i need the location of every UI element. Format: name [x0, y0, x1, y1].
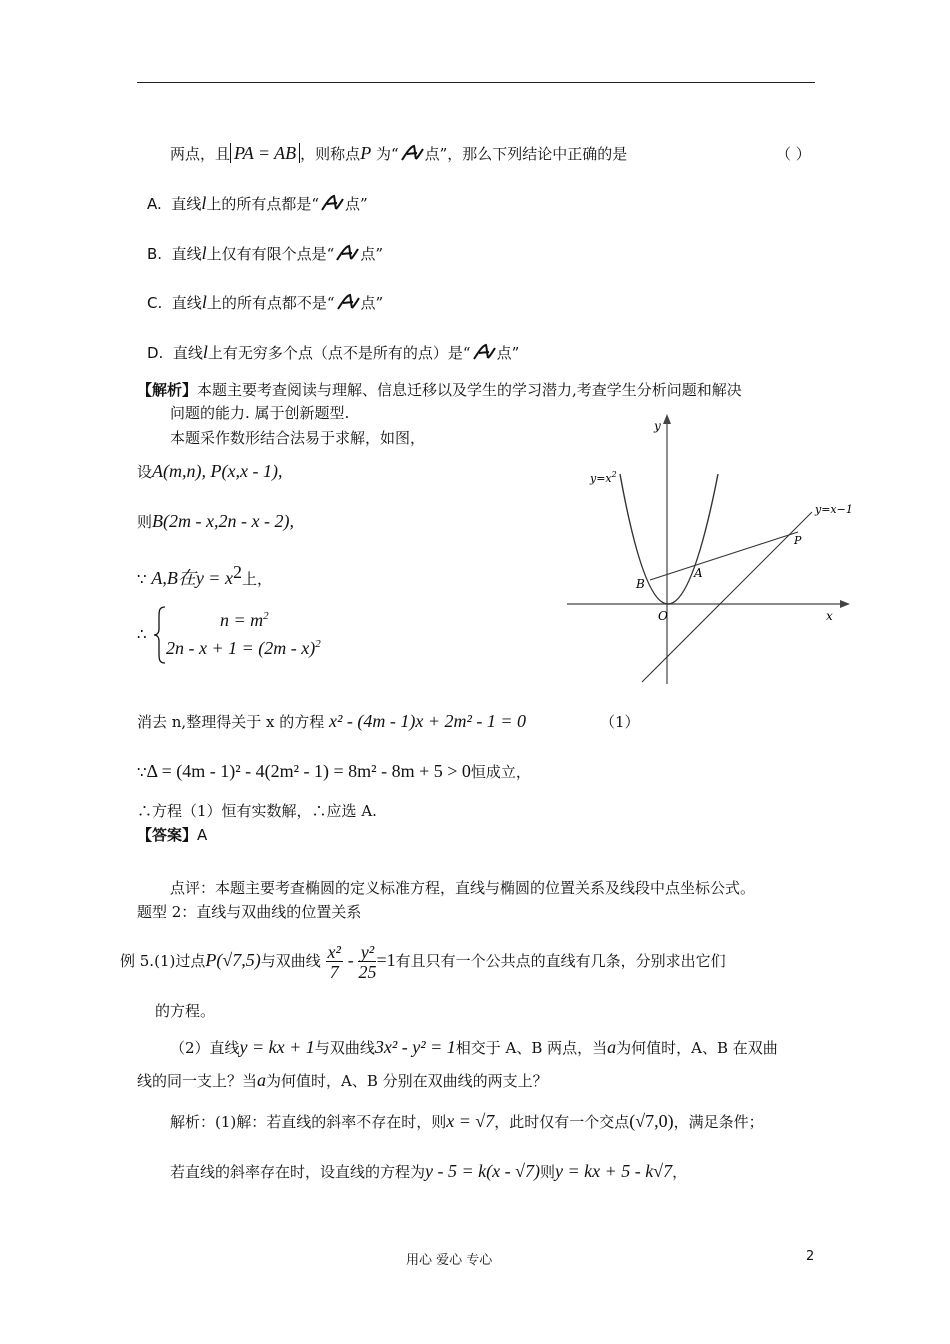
var-a: a — [257, 1070, 267, 1090]
line-equation: y = kx + 1 — [239, 1037, 315, 1057]
example5-line1 — [120, 938, 726, 983]
example5-line2: 的方程。 — [155, 1002, 216, 1020]
option-letter: D. — [147, 344, 164, 362]
option-text: 上仅有有限个点是“ — [206, 245, 335, 263]
script-a-symbol-icon — [471, 343, 497, 361]
topic-heading: 题型 2：直线与双曲线的位置关系 — [137, 903, 362, 921]
solution-line2 — [170, 1161, 687, 1182]
label-origin: O — [658, 609, 668, 623]
script-a-symbol-icon — [319, 194, 345, 212]
fraction-y2-over-25 — [358, 943, 376, 982]
analysis-label: 【解析】 — [137, 381, 198, 399]
intro-prefix: 两点，且 — [170, 145, 231, 163]
abs-expression: PA = AB — [230, 143, 300, 163]
conclusion-line: ∴方程（1）恒有实数解，∴应选 A. — [137, 802, 377, 820]
brace-icon — [153, 605, 167, 665]
therefore-symbol: ∴ — [137, 625, 147, 643]
option-letter: A. — [147, 195, 162, 213]
example5-part2 — [170, 1037, 778, 1058]
y-arrow-icon — [663, 414, 671, 424]
option-post: 点” — [360, 294, 384, 312]
intro-quote-open: 为“ — [375, 145, 399, 163]
sol2-post: ， — [672, 1163, 688, 1181]
answer-line — [137, 824, 207, 845]
delta-line — [137, 761, 531, 782]
delta-suffix: 恒成立， — [470, 763, 531, 781]
sol-equation: x = √7 — [446, 1111, 495, 1131]
label-y-axis: y — [654, 419, 661, 433]
sys1-text: n = m — [220, 610, 264, 630]
option-post: 点” — [496, 344, 520, 362]
then-line — [137, 511, 294, 532]
sol-point: (√7,0) — [629, 1111, 674, 1131]
delta-expression: Δ = (4m - 1)² - 4(2m² - 1) = 8m² - 8m + 5 > 0 — [146, 761, 471, 781]
system-eq-2 — [166, 638, 321, 659]
option-pre: 直线 — [172, 344, 203, 362]
sol-mid: ，此时仅有一个交点 — [494, 1113, 630, 1131]
hyperbola-equation: 3x² - y² = 1 — [374, 1037, 456, 1057]
option-text: 上有无穷多个点（点不是所有的点）是“ — [207, 344, 471, 362]
option-c — [147, 292, 383, 313]
fraction-x2-over-7 — [326, 943, 343, 982]
footer-text: 用心 爱心 专心 — [406, 1253, 493, 1268]
answer-paren: （ ） — [776, 145, 811, 163]
set-line — [137, 461, 282, 482]
option-post: 点” — [345, 195, 368, 213]
label-a: A — [694, 566, 703, 580]
example-part1-pre: (1)过点 — [154, 952, 206, 970]
label-parabola-text: y=x — [590, 472, 612, 485]
point-p: P(√7,5) — [205, 950, 261, 970]
intro-line — [170, 143, 627, 164]
sys2-text: 2n - x + 1 = (2m - x) — [166, 638, 316, 658]
analysis-line1 — [137, 379, 742, 400]
label-line: y=x−1 — [815, 503, 853, 516]
because-line — [137, 562, 272, 590]
sol2-pre: 若直线的斜率存在时，设直线的方程为 — [170, 1163, 426, 1181]
then-prefix: 则 — [137, 513, 153, 531]
parabola-line-figure — [562, 412, 862, 687]
var-l: l — [201, 292, 207, 312]
part2-pre: （2）直线 — [170, 1039, 240, 1057]
sol-post: ，满足条件； — [673, 1113, 764, 1131]
var-l: l — [201, 193, 207, 213]
frac2-den: 25 — [358, 961, 377, 982]
option-text: 上的所有点都不是“ — [206, 294, 335, 312]
part2-mid2: 相交于 A、B 两点，当 — [455, 1039, 608, 1057]
option-pre: 直线 — [171, 195, 202, 213]
sol2-equation1: y - 5 = k(x - √7) — [425, 1161, 540, 1181]
solution-line1 — [170, 1111, 764, 1132]
because-symbol: ∵ — [137, 570, 147, 588]
set-prefix: 设 — [137, 463, 153, 481]
label-parabola — [589, 470, 617, 485]
analysis-text-3: 本题采作数形结合法易于求解，如图， — [170, 429, 426, 447]
part2-post: 为何值时，A、B 在双曲 — [616, 1039, 778, 1057]
frac2-num: y² — [358, 943, 376, 962]
segment-bp — [650, 532, 798, 580]
answer-label: 【答案】 — [137, 826, 198, 844]
minus-sign: - — [347, 950, 354, 970]
system-eq-1 — [220, 610, 269, 631]
example-part1-mid: 与双曲线 — [260, 952, 321, 970]
elim-text: 消去 n,整理得关于 x 的方程 — [137, 713, 325, 731]
analysis-text-2: 问题的能力. 属于创新题型. — [170, 404, 350, 422]
label-x-axis: x — [826, 609, 833, 623]
label-parabola-sup: 2 — [611, 470, 617, 479]
x-arrow-icon — [840, 600, 850, 608]
intro-suffix: 点”，那么下列结论中正确的是 — [424, 145, 628, 163]
example5-part2-line2 — [137, 1070, 548, 1091]
header-rule — [137, 82, 815, 83]
script-a-symbol-icon — [399, 144, 425, 162]
elimination-line — [137, 711, 526, 732]
example-part1-post: 有且只有一个公共点的直线有几条，分别求出它们 — [395, 952, 726, 970]
var-a: a — [607, 1037, 617, 1057]
sup-2: 2 — [263, 610, 269, 622]
option-text: 上的所有点都是“ — [206, 195, 320, 213]
sup-2: 2 — [315, 638, 321, 650]
equals-one: =1 — [376, 950, 396, 970]
elim-expression: x² - (4m - 1)x + 2m² - 1 = 0 — [328, 711, 527, 731]
because-suffix: 上， — [241, 570, 272, 588]
page-number: 2 — [806, 1249, 815, 1264]
var-l: l — [202, 342, 208, 362]
var-l: l — [201, 243, 207, 263]
part2-mid: 与双曲线 — [314, 1039, 375, 1057]
script-a-symbol-icon — [334, 244, 360, 262]
review-line: 点评：本题主要考查椭圆的定义标准方程，直线与椭圆的位置关系及线段中点坐标公式。 — [170, 879, 756, 897]
set-expression: A(m,n), P(x,x - 1), — [152, 461, 283, 481]
var-p: P — [360, 143, 372, 163]
parabola-curve — [620, 474, 718, 604]
option-b — [147, 243, 383, 264]
example-label: 例 5. — [120, 952, 155, 970]
option-pre: 直线 — [171, 245, 202, 263]
because-expression: A,B在y = x — [151, 568, 233, 588]
sol2-mid: 则 — [540, 1163, 556, 1181]
frac1-num: x² — [327, 941, 341, 962]
option-letter: B. — [147, 245, 163, 263]
option-pre: 直线 — [171, 294, 202, 312]
intro-mid: ，则称点 — [300, 145, 361, 163]
part2-line2-post: 为何值时，A、B 分别在双曲线的两支上？ — [266, 1072, 548, 1090]
delta-prefix: ∵ — [137, 763, 147, 781]
label-p: P — [794, 534, 802, 547]
option-a — [147, 193, 368, 214]
sol2-equation2: y = kx + 5 - k√7 — [555, 1161, 673, 1181]
sol-pre: 解析：(1)解：若直线的斜率不存在时，则 — [170, 1113, 447, 1131]
option-post: 点” — [360, 245, 383, 263]
equation-tag: （1） — [600, 713, 640, 731]
frac1-den: 7 — [329, 961, 339, 982]
label-b: B — [636, 577, 645, 591]
script-a-symbol-icon — [335, 293, 361, 311]
then-expression: B(2m - x,2n - x - 2), — [152, 511, 294, 531]
sup-2: 2 — [232, 562, 242, 582]
analysis-text-1: 本题主要考查阅读与理解、信息迁移以及学生的学习潜力,考查学生分析问题和解决 — [197, 381, 742, 399]
option-letter: C. — [147, 294, 163, 312]
option-d — [147, 342, 519, 363]
part2-line2-pre: 线的同一支上？当 — [137, 1072, 258, 1090]
answer-value: A — [197, 826, 208, 844]
